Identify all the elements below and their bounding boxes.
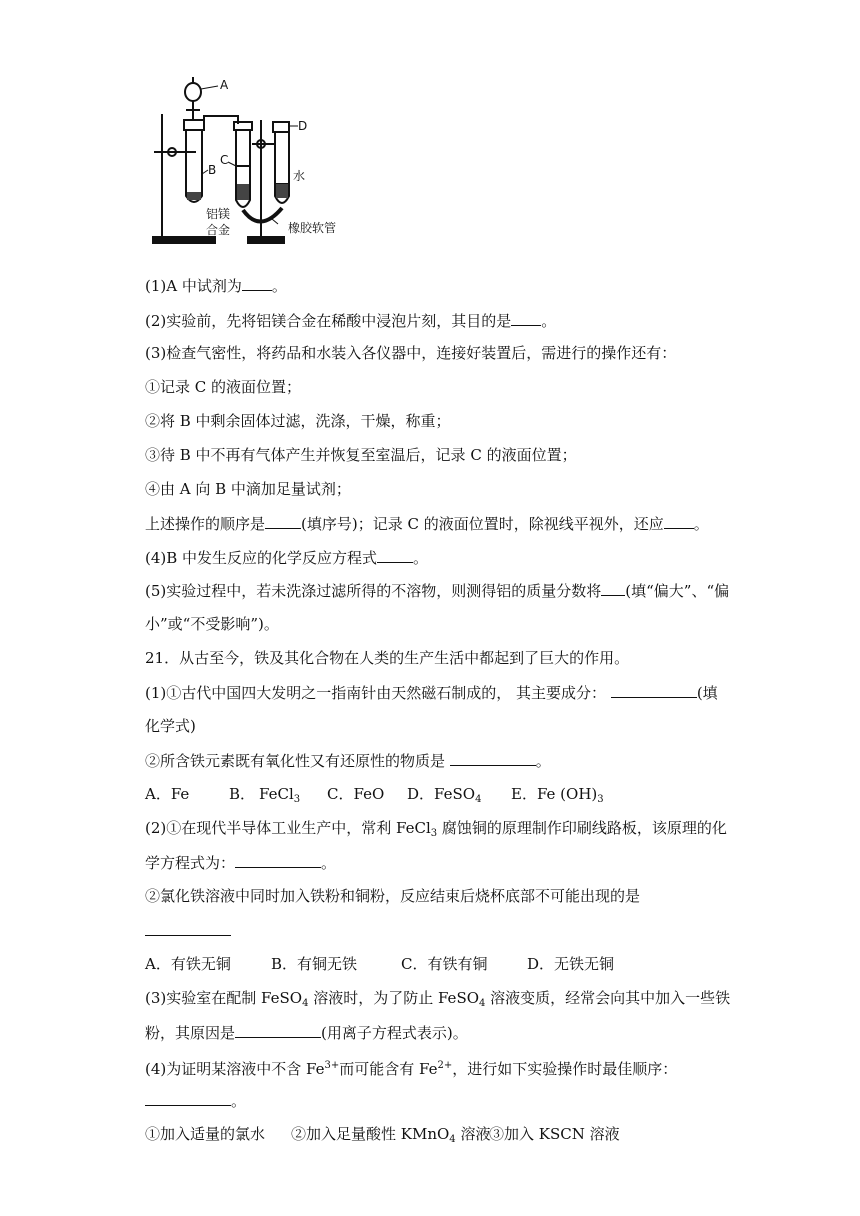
q20-step4: ④由 A 向 B 中滴加足量试剂； bbox=[145, 480, 351, 498]
option-d[interactable]: D．FeSO$_4$ bbox=[407, 785, 482, 805]
label-alloy-2: 合金 bbox=[206, 223, 231, 237]
q20-part5-line1: (5)实验过程中，若未洗涤过滤所得的不溶物，则测得铝的质量分数将 (填“偏大”、“偏 bbox=[145, 582, 730, 600]
q21-part4-line2: 。 bbox=[145, 1090, 246, 1111]
answer-blank[interactable] bbox=[377, 547, 413, 563]
answer-blank[interactable] bbox=[511, 310, 541, 326]
label-d: D bbox=[298, 119, 308, 133]
q21-part2b: ②氯化铁溶液中同时加入铁粉和铜粉，反应结束后烧杯底部不可能出现的是 bbox=[145, 887, 641, 905]
operation-2[interactable]: ②加入足量酸性 KMnO$_4$ 溶液 bbox=[291, 1125, 491, 1145]
operation-3[interactable]: ③加入 KSCN 溶液 bbox=[489, 1125, 620, 1143]
answer-blank[interactable] bbox=[450, 750, 536, 766]
q21-part1b: ②所含铁元素既有氧化性又有还原性的物质是 。 bbox=[145, 752, 551, 770]
answer-blank[interactable] bbox=[242, 275, 272, 291]
q21-part1-line1: (1)①古代中国四大发明之一指南针由天然磁石制成的， 其主要成分： (填 bbox=[145, 684, 718, 702]
answer-blank[interactable] bbox=[611, 682, 697, 698]
q21-part2-line1: (2)①在现代半导体工业生产中，常利 FeCl$_3$ 腐蚀铜的原理制作印刷线路板，该原理的化 bbox=[145, 819, 727, 839]
q21-part2b-blank bbox=[145, 920, 231, 941]
q20-part2: (2)实验前，先将铝镁合金在稀酸中浸泡片刻，其目的是 。 bbox=[145, 312, 557, 330]
q21-part3-line1: (3)实验室在配制 FeSO$_4$ 溶液时，为了防止 FeSO$_4$ 溶液变质，经常会向其中加入一些铁 bbox=[145, 989, 731, 1009]
answer-blank[interactable] bbox=[235, 852, 321, 868]
label-a: A bbox=[220, 78, 229, 92]
q21-operations bbox=[145, 1124, 620, 1150]
q20-part4: (4)B 中发生反应的化学反应方程式 。 bbox=[145, 549, 429, 567]
option-d[interactable]: D．无铁无铜 bbox=[527, 955, 615, 973]
answer-blank[interactable] bbox=[664, 513, 694, 529]
answer-blank[interactable] bbox=[235, 1022, 321, 1038]
answer-blank[interactable] bbox=[601, 580, 625, 596]
answer-blank[interactable] bbox=[265, 513, 301, 529]
option-b-label[interactable]: B． bbox=[229, 785, 256, 803]
q21-part2-line2: 学方程式为： 。 bbox=[145, 854, 337, 872]
q21-part4-line1: (4)为证明某溶液中不含 $Fe^{3+}$而可能含有 $Fe^{2+}$，进行如下实验操作时最佳顺序： bbox=[145, 1060, 678, 1078]
q21-part1-line2: 化学式) bbox=[145, 717, 196, 735]
q20-part1: (1)A 中试剂为 。 bbox=[145, 277, 287, 295]
answer-blank[interactable] bbox=[145, 1090, 231, 1106]
q20-part3: (3)检查气密性，将药品和水装入各仪器中，连接好装置后，需进行的操作还有： bbox=[145, 344, 677, 362]
q20-step3: ③待 B 中不再有气体产生并恢复至室温后，记录 C 的液面位置； bbox=[145, 446, 577, 464]
q21-options-1 bbox=[145, 784, 604, 810]
option-b[interactable]: B．有铜无铁 bbox=[271, 955, 358, 973]
option-c[interactable]: C．FeO bbox=[327, 785, 385, 803]
label-alloy-1: 铝镁 bbox=[206, 207, 231, 221]
label-water: 水 bbox=[293, 169, 306, 183]
q20-step2: ②将 B 中剩余固体过滤，洗涤，干燥，称重； bbox=[145, 412, 451, 430]
label-rubber-tube: 橡胶软管 bbox=[288, 221, 337, 235]
q21-options-2 bbox=[145, 954, 614, 974]
option-c[interactable]: C．有铁有铜 bbox=[401, 955, 488, 973]
q21-part3-line2: 粉，其原因是 (用离子方程式表示)。 bbox=[145, 1024, 468, 1042]
operation-1[interactable]: ①加入适量的氯水 bbox=[145, 1125, 266, 1143]
apparatus-diagram bbox=[148, 74, 368, 250]
q21-title: 21．从古至今，铁及其化合物在人类的生产生活中都起到了巨大的作用。 bbox=[145, 649, 630, 667]
label-c: C bbox=[220, 153, 229, 167]
option-b[interactable]: FeCl$_3$ bbox=[259, 785, 301, 805]
label-b: B bbox=[208, 163, 217, 177]
option-a[interactable]: A．Fe bbox=[145, 785, 190, 803]
q20-part5-line2: 小”或“不受影响”)。 bbox=[145, 615, 279, 633]
q20-order: 上述操作的顺序是 (填序号)；记录 C 的液面位置时，除视线平视外，还应 。 bbox=[145, 515, 709, 533]
answer-blank[interactable] bbox=[145, 920, 231, 936]
option-a[interactable]: A．有铁无铜 bbox=[145, 955, 231, 973]
option-e[interactable]: E．Fe $(OH)_3$ bbox=[511, 785, 604, 805]
q20-step1: ①记录 C 的液面位置； bbox=[145, 378, 302, 396]
